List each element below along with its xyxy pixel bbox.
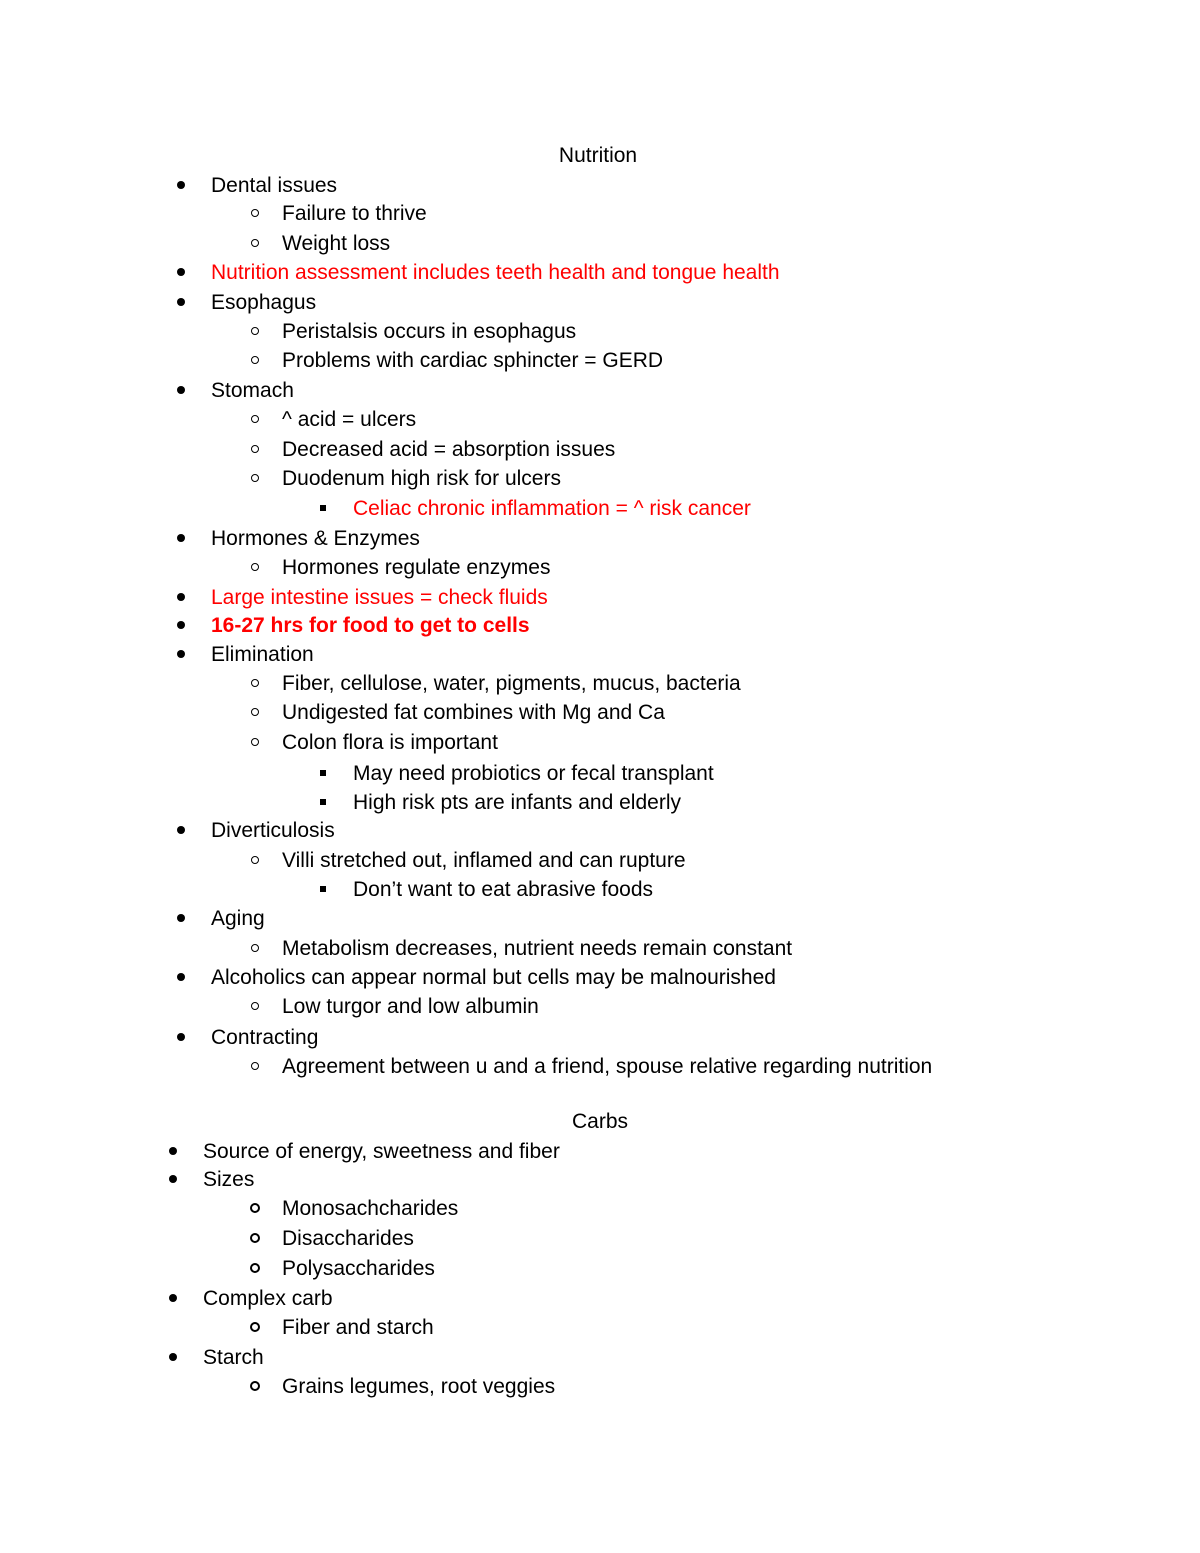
bullet-dot-icon <box>171 642 191 668</box>
bullet-circle-icon <box>245 437 265 463</box>
list-item-text: Aging <box>211 907 265 930</box>
list-item-text: Monosachcharides <box>282 1197 459 1220</box>
list-item-text: May need probiotics or fecal transplant <box>353 762 714 785</box>
bullet-circle-icon <box>245 1226 265 1252</box>
list-item-text: Fiber and starch <box>282 1316 434 1339</box>
list-item-text: Metabolism decreases, nutrient needs remain constant <box>282 937 793 960</box>
list-item-text: Undigested fat combines with Mg and Ca <box>282 701 665 724</box>
bullet-dot-icon <box>177 298 185 306</box>
bullet-circle-icon <box>245 848 265 874</box>
bullet-circle-icon <box>245 555 265 581</box>
section-title: Nutrition <box>558 144 638 167</box>
list-item-text: Low turgor and low albumin <box>282 995 539 1018</box>
bullet-circle-icon <box>245 1256 265 1282</box>
list-item-text: Failure to thrive <box>282 202 427 225</box>
list-item-text: Duodenum high risk for ulcers <box>282 467 561 490</box>
bullet-dot-icon <box>177 973 185 981</box>
list-item-text: Sizes <box>203 1168 255 1191</box>
bullet-dot-icon <box>171 965 191 991</box>
bullet-square-icon <box>313 877 333 903</box>
bullet-square-icon <box>313 496 333 522</box>
bullet-dot-icon <box>177 914 185 922</box>
bullet-dot-icon <box>171 1025 191 1051</box>
list-item-text: Esophagus <box>211 291 317 314</box>
bullet-circle-icon <box>251 1002 259 1010</box>
bullet-square-icon <box>320 799 326 805</box>
bullet-dot-icon <box>177 534 185 542</box>
list-item-text: Don’t want to eat abrasive foods <box>353 878 654 901</box>
list-item-text: Stomach <box>211 379 294 402</box>
list-item-text: Large intestine issues = check fluids <box>211 586 548 609</box>
bullet-dot-icon <box>169 1353 177 1361</box>
bullet-circle-icon <box>245 671 265 697</box>
list-item-text: Agreement between u and a friend, spouse relative regarding nutrition <box>282 1055 933 1078</box>
bullet-dot-icon <box>171 290 191 316</box>
section-title: Carbs <box>571 1110 629 1133</box>
bullet-dot-icon <box>177 181 185 189</box>
list-item-text: Nutrition assessment includes teeth health and tongue health <box>211 261 780 284</box>
bullet-square-icon <box>320 770 326 776</box>
bullet-dot-icon <box>171 173 191 199</box>
list-item-text: Villi stretched out, inflamed and can rupture <box>282 849 686 872</box>
bullet-dot-icon <box>177 826 185 834</box>
list-item-text: Alcoholics can appear normal but cells may be malnourished <box>211 966 776 989</box>
bullet-dot-icon <box>171 260 191 286</box>
list-item-text: 16-27 hrs for food to get to cells <box>211 614 530 637</box>
bullet-circle-icon <box>250 1263 260 1273</box>
bullet-circle-icon <box>251 415 259 423</box>
bullet-circle-icon <box>251 239 259 247</box>
bullet-circle-icon <box>250 1381 260 1391</box>
bullet-circle-icon <box>251 474 259 482</box>
bullet-circle-icon <box>250 1322 260 1332</box>
list-item-text: Elimination <box>211 643 314 666</box>
bullet-dot-icon <box>177 386 185 394</box>
bullet-circle-icon <box>245 201 265 227</box>
bullet-dot-icon <box>177 1033 185 1041</box>
bullet-circle-icon <box>251 856 259 864</box>
bullet-circle-icon <box>250 1233 260 1243</box>
list-item-text: Complex carb <box>203 1287 333 1310</box>
list-item-text: Starch <box>203 1346 264 1369</box>
list-item-text: ^ acid = ulcers <box>282 408 417 431</box>
bullet-circle-icon <box>251 563 259 571</box>
bullet-circle-icon <box>245 466 265 492</box>
bullet-circle-icon <box>245 936 265 962</box>
bullet-dot-icon <box>169 1294 177 1302</box>
list-item-text: Hormones regulate enzymes <box>282 556 551 579</box>
list-item-text: Source of energy, sweetness and fiber <box>203 1140 560 1163</box>
list-item-text: Polysaccharides <box>282 1257 435 1280</box>
bullet-circle-icon <box>251 356 259 364</box>
bullet-circle-icon <box>251 708 259 716</box>
bullet-square-icon <box>320 886 326 892</box>
list-item-text: Fiber, cellulose, water, pigments, mucus, bacteria <box>282 672 741 695</box>
bullet-circle-icon <box>245 994 265 1020</box>
bullet-circle-icon <box>245 319 265 345</box>
bullet-dot-icon <box>177 593 185 601</box>
bullet-circle-icon <box>245 1374 265 1400</box>
bullet-circle-icon <box>250 1203 260 1213</box>
list-item-text: Decreased acid = absorption issues <box>282 438 616 461</box>
list-item-text: Colon flora is important <box>282 731 498 754</box>
bullet-circle-icon <box>251 738 259 746</box>
bullet-circle-icon <box>251 1062 259 1070</box>
bullet-dot-icon <box>171 906 191 932</box>
list-item-text: Disaccharides <box>282 1227 414 1250</box>
bullet-dot-icon <box>163 1345 183 1371</box>
bullet-dot-icon <box>177 650 185 658</box>
bullet-circle-icon <box>251 209 259 217</box>
bullet-dot-icon <box>171 818 191 844</box>
list-item-text: High risk pts are infants and elderly <box>353 791 681 814</box>
bullet-dot-icon <box>169 1147 177 1155</box>
bullet-dot-icon <box>177 621 185 629</box>
bullet-circle-icon <box>251 445 259 453</box>
bullet-circle-icon <box>245 231 265 257</box>
list-item-text: Diverticulosis <box>211 819 335 842</box>
list-item-text: Celiac chronic inflammation = ^ risk cancer <box>353 497 751 520</box>
bullet-circle-icon <box>245 407 265 433</box>
bullet-circle-icon <box>245 1054 265 1080</box>
bullet-circle-icon <box>245 700 265 726</box>
bullet-circle-icon <box>245 1196 265 1222</box>
bullet-dot-icon <box>171 526 191 552</box>
bullet-square-icon <box>320 505 326 511</box>
list-item-text: Contracting <box>211 1026 319 1049</box>
bullet-square-icon <box>313 761 333 787</box>
bullet-dot-icon <box>171 613 191 639</box>
list-item-text: Peristalsis occurs in esophagus <box>282 320 577 343</box>
list-item-text: Dental issues <box>211 174 338 197</box>
bullet-circle-icon <box>245 730 265 756</box>
bullet-circle-icon <box>251 944 259 952</box>
bullet-dot-icon <box>171 585 191 611</box>
bullet-dot-icon <box>163 1167 183 1193</box>
bullet-dot-icon <box>171 378 191 404</box>
bullet-circle-icon <box>251 327 259 335</box>
bullet-dot-icon <box>169 1175 177 1183</box>
bullet-dot-icon <box>177 268 185 276</box>
bullet-circle-icon <box>245 1315 265 1341</box>
bullet-circle-icon <box>245 348 265 374</box>
bullet-circle-icon <box>251 679 259 687</box>
bullet-square-icon <box>313 790 333 816</box>
bullet-dot-icon <box>163 1139 183 1165</box>
bullet-dot-icon <box>163 1286 183 1312</box>
list-item-text: Weight loss <box>282 232 391 255</box>
list-item-text: Hormones & Enzymes <box>211 527 420 550</box>
list-item-text: Problems with cardiac sphincter = GERD <box>282 349 664 372</box>
list-item-text: Grains legumes, root veggies <box>282 1375 556 1398</box>
